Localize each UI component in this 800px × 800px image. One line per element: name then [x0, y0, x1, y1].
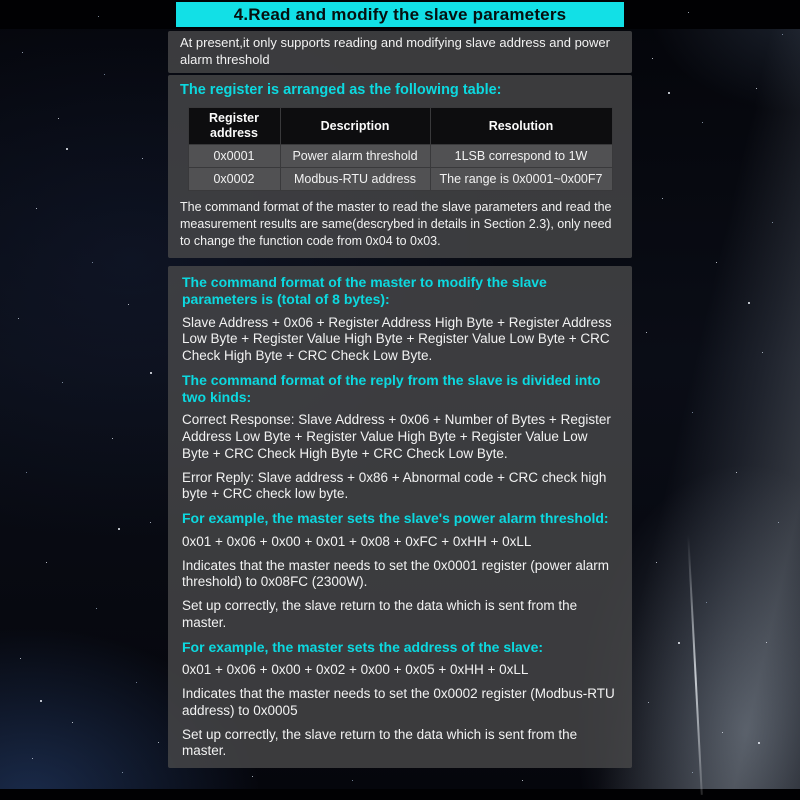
address-example-bytes: 0x01 + 0x06 + 0x00 + 0x02 + 0x00 + 0x05 + 0xHH + 0xLL — [182, 662, 529, 678]
correct-response-format: Correct Response: Slave Address + 0x06 + Number of Bytes + Register Address Low Byte + Register Value High Byte + Register Value Low Byte + CRC Check High Byte + CRC Check Low Byte. — [182, 412, 611, 461]
modify-command-format: Slave Address + 0x06 + Register Address High Byte + Register Address Low Byte + Register Value High Byte + Register Value Low Byte + CRC Check High Byte + CRC Check Low Byte. — [182, 314, 612, 364]
address-example-result: Set up correctly, the slave return to the data which is sent from the master. — [182, 726, 578, 759]
col-header-description: Description — [280, 108, 430, 145]
error-reply-format: Error Reply: Slave address + 0x86 + Abnormal code + CRC check high byte + CRC check low byte. — [182, 469, 607, 502]
intro-panel — [168, 31, 632, 73]
address-example-heading: For example, the master sets the address of the slave: — [182, 638, 544, 655]
col-header-register-address: Register address — [188, 108, 280, 145]
power-alarm-example-bytes: 0x01 + 0x06 + 0x00 + 0x01 + 0x08 + 0xFC + 0xHH + 0xLL — [182, 533, 532, 549]
table-row — [188, 145, 612, 168]
modify-command-heading: The command format of the master to modify the slave parameters is (total of 8 bytes): — [182, 274, 547, 307]
cell-register-address: 0x0002 — [188, 168, 280, 191]
register-table-section — [168, 75, 632, 258]
read-command-note: The command format of the master to read the slave parameters and read the measurement results are same(descrybed in details in Section 2.3), only need to change the function code from 0x04 to 0x03. — [180, 200, 612, 249]
col-header-resolution: Resolution — [430, 108, 612, 145]
register-table-header-row — [188, 108, 612, 145]
cell-register-address: 0x0001 — [188, 145, 280, 168]
reply-format-heading: The command format of the reply from the slave is divided into two kinds: — [182, 371, 601, 405]
page-title: 4.Read and modify the slave parameters — [176, 2, 624, 27]
power-alarm-example-result: Set up correctly, the slave return to the data which is sent from the master. — [182, 598, 578, 630]
address-example-note: Indicates that the master needs to set the 0x0002 register (Modbus-RTU address) to 0x0005 — [182, 686, 615, 718]
cell-description: Modbus-RTU address — [280, 168, 430, 191]
command-format-section — [168, 266, 632, 768]
power-alarm-example-heading: For example, the master sets the slave's power alarm threshold: — [182, 510, 609, 527]
table-row — [188, 168, 612, 191]
register-table — [188, 107, 613, 191]
intro-text: At present,it only supports reading and modifying slave address and power alarm threshold — [180, 35, 610, 67]
bottom-black-bar — [0, 789, 800, 800]
power-alarm-example-note: Indicates that the master needs to set the 0x0001 register (power alarm threshold) to 0x08FC (2300W). — [182, 557, 609, 590]
register-table-heading: The register is arranged as the following table: — [180, 82, 502, 98]
cell-resolution: 1LSB correspond to 1W — [430, 145, 612, 168]
cell-resolution: The range is 0x0001~0x00F7 — [430, 168, 612, 191]
cell-description: Power alarm threshold — [280, 145, 430, 168]
light-streak — [687, 535, 703, 795]
